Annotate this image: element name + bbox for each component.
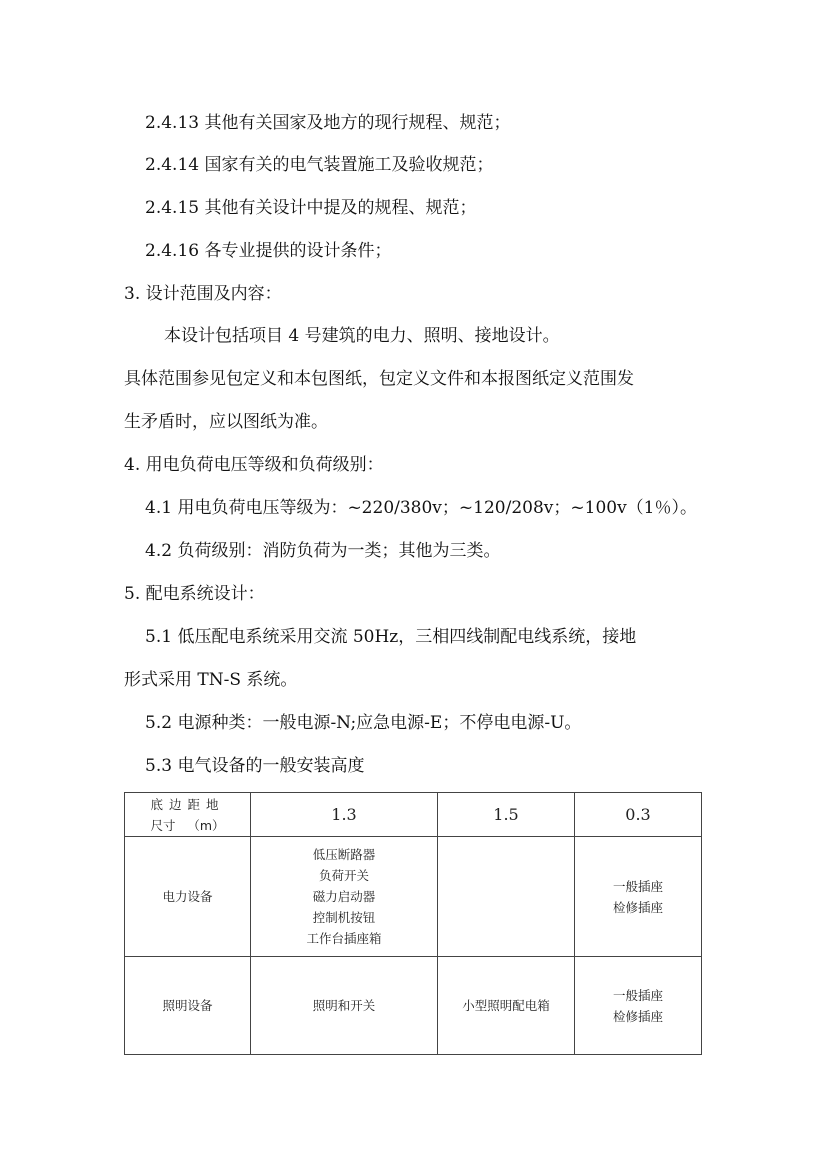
lighting-1-3-cell xyxy=(251,957,438,1055)
installation-height-table xyxy=(124,792,702,1055)
list-item: 照明和开关 xyxy=(312,998,376,1013)
clause-4-1: 4.1 用电负荷电压等级为：~220/380v；~120/208v；~100v（1％）。 xyxy=(145,498,697,518)
section-4-heading: 4. 用电负荷电压等级和负荷级别： xyxy=(124,455,384,475)
list-item: 一般插座 xyxy=(612,987,663,1003)
clause-2-4-16: 2.4.16 各专业提供的设计条件； xyxy=(145,241,392,261)
header-label-line-1: 底边距地 xyxy=(150,796,225,812)
clause-2-4-13: 2.4.13 其他有关国家及地方的现行规程、规范； xyxy=(145,113,511,133)
header-label-cell xyxy=(125,793,251,837)
clause-5-3: 5.3 电气设备的一般安装高度 xyxy=(145,756,365,776)
power-0-3-cell xyxy=(575,837,702,957)
list-item: 磁力启动器 xyxy=(312,889,376,904)
power-1-5-cell xyxy=(438,837,575,957)
list-item: 检修插座 xyxy=(612,1008,663,1024)
header-label-line-2: 尺寸 （m） xyxy=(150,817,225,833)
clause-2-4-14: 2.4.14 国家有关的电气装置施工及验收规范； xyxy=(145,155,494,175)
clause-5-1-line-2: 形式采用 TN-S 系统。 xyxy=(124,670,298,690)
section-5-heading: 5. 配电系统设计： xyxy=(124,584,265,604)
list-item: 负荷开关 xyxy=(318,868,369,883)
section-3-paragraph: 本设计包括项目 4 号建筑的电力、照明、接地设计。 xyxy=(164,326,560,346)
list-item: 低压断路器 xyxy=(312,847,376,862)
table-row xyxy=(125,837,702,957)
header-height-0-3: 0.3 xyxy=(575,793,702,837)
header-height-1-3: 1.3 xyxy=(251,793,438,837)
scope-paragraph-line-1: 具体范围参见包定义和本包图纸，包定义文件和本报图纸定义范围发 xyxy=(124,369,634,389)
power-1-3-cell xyxy=(251,837,438,957)
clause-5-2: 5.2 电源种类：一般电源-N;应急电源-E；不停电电源-U。 xyxy=(145,713,582,733)
table-header-row xyxy=(125,793,702,837)
list-item: 检修插座 xyxy=(612,899,663,915)
list-item: 一般插座 xyxy=(612,878,663,894)
lighting-0-3-cell xyxy=(575,957,702,1055)
list-item: 工作台插座箱 xyxy=(306,931,382,946)
clause-4-2: 4.2 负荷级别：消防负荷为一类；其他为三类。 xyxy=(145,541,501,561)
header-height-1-5: 1.5 xyxy=(438,793,575,837)
row-label-lighting-equipment: 照明设备 xyxy=(125,957,251,1055)
list-item: 小型照明配电箱 xyxy=(462,998,550,1013)
lighting-1-5-cell xyxy=(438,957,575,1055)
row-label-power-equipment: 电力设备 xyxy=(125,837,251,957)
section-3-heading: 3. 设计范围及内容： xyxy=(124,284,282,304)
table-row xyxy=(125,957,702,1055)
clause-2-4-15: 2.4.15 其他有关设计中提及的规程、规范； xyxy=(145,198,477,218)
scope-paragraph-line-2: 生矛盾时，应以图纸为准。 xyxy=(124,412,328,432)
list-item: 控制机按钮 xyxy=(312,910,376,925)
clause-5-1-line-1: 5.1 低压配电系统采用交流 50Hz，三相四线制配电线系统，接地 xyxy=(145,627,637,647)
